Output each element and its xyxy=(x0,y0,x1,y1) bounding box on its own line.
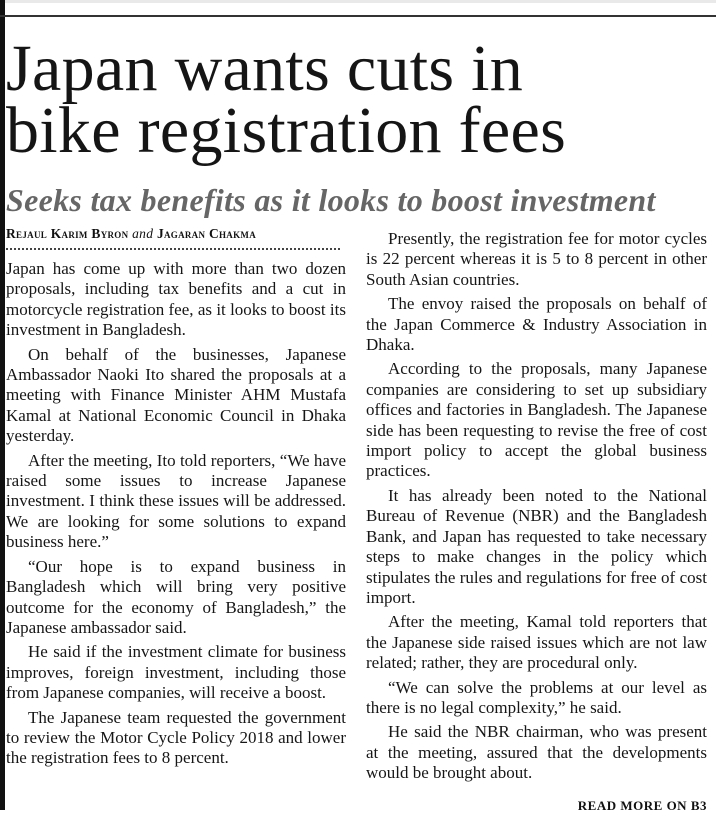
byline-conjunction: and xyxy=(132,226,154,241)
left-column xyxy=(6,259,346,773)
paragraph: According to the proposals, many Japanese companies are considering to set up subsidiary offices and factories in Bangladesh. The Japanese side has been requesting to revise the free of cost import policy to accept the global business practices. xyxy=(366,359,707,481)
byline-dotted-rule xyxy=(6,248,340,250)
paragraph: Presently, the registration fee for motor cycles is 22 percent whereas it is 5 to 8 percent in other South Asian countries. xyxy=(366,229,707,289)
right-column xyxy=(366,229,707,788)
paragraph: “We can solve the problems at our level as there is no legal complexity,” he said. xyxy=(366,677,707,717)
paragraph: He said if the investment climate for business improves, foreign investment, including those from Japanese companies, will receive a boost. xyxy=(6,642,346,703)
top-divider xyxy=(0,15,716,17)
paragraph: “Our hope is to expand business in Bangladesh which will bring very positive outcome for the economy of Bangladesh,” the Japanese ambassador said. xyxy=(6,556,346,637)
subheadline: Seeks tax benefits as it looks to boost investment xyxy=(6,182,656,218)
paragraph: Japan has come up with more than two dozen proposals, including tax benefits and a cut in motorcycle registration fee, as it looks to boost its investment in Bangladesh. xyxy=(6,259,346,340)
top-margin xyxy=(0,0,716,3)
author-2: Jagaran Chakma xyxy=(156,226,257,241)
read-more-link[interactable]: READ MORE ON B3 xyxy=(577,798,707,813)
paragraph: The Japanese team requested the government to review the Motor Cycle Policy 2018 and lower the registration fees to 8 percent. xyxy=(6,707,346,768)
paragraph: He said the NBR chairman, who was present at the meeting, assured that the developments would be brought about. xyxy=(366,722,707,783)
paragraph: On behalf of the businesses, Japanese Ambassador Naoki Ito shared the proposals at a meeting with Finance Minister AHM Mustafa Kamal at National Economic Council in Dhaka yesterday. xyxy=(6,344,346,446)
paragraph: After the meeting, Kamal told reporters that the Japanese side raised issues which are not law related; rather, they are procedural only. xyxy=(366,612,707,673)
paragraph: It has already been noted to the National Bureau of Revenue (NBR) and the Bangladesh Bank, and Japan has requested to take necessary steps to make changes in the policy which stipulates the rules and regulations for free of cost import. xyxy=(366,485,707,607)
paragraph: The envoy raised the proposals on behalf of the Japan Commerce & Industry Association in Dhaka. xyxy=(366,294,707,355)
author-1: Rejaul Karim Byron xyxy=(6,226,129,241)
headline-line-1: Japan wants cuts in xyxy=(6,32,524,105)
byline xyxy=(6,226,340,242)
left-column-rule xyxy=(0,0,5,810)
paragraph: After the meeting, Ito told reporters, “We have raised some issues to increase Japanese investment. I think these issues will be addressed. We are looking for some solutions to expand business here.” xyxy=(6,450,346,552)
headline xyxy=(6,32,712,167)
headline-line-2: bike registration fees xyxy=(6,94,567,167)
